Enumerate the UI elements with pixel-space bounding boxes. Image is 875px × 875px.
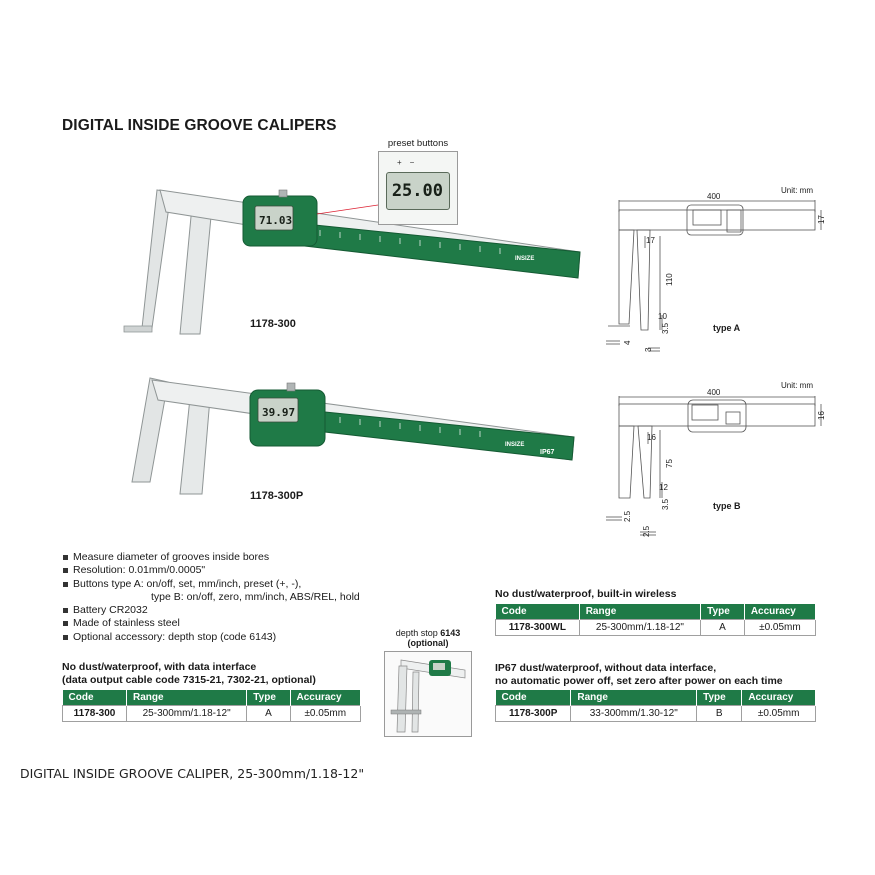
type-a-label: type A bbox=[713, 323, 741, 333]
product-caption: DIGITAL INSIDE GROOVE CALIPER, 25-300mm/1.18-12" bbox=[20, 766, 365, 781]
table-1-heading: No dust/waterproof, with data interface (data output cable code 7315-21, 7302-21, optional) bbox=[62, 661, 316, 686]
page-title: DIGITAL INSIDE GROOVE CALIPERS bbox=[62, 117, 337, 134]
spec-table-1 bbox=[62, 690, 361, 722]
table-row: 1178-300 25-300mm/1.18-12" A ±0.05mm bbox=[63, 706, 361, 722]
unit-label-a: Unit: mm bbox=[781, 186, 813, 195]
svg-text:110: 110 bbox=[665, 273, 674, 286]
svg-text:17: 17 bbox=[646, 236, 655, 245]
table-header-row: Code Range Type Accuracy bbox=[63, 690, 361, 706]
preset-display-closeup bbox=[378, 151, 458, 225]
svg-text:400: 400 bbox=[707, 192, 721, 201]
svg-text:INSIZE: INSIZE bbox=[515, 256, 535, 262]
depth-stop-code: 6143 bbox=[440, 628, 461, 638]
svg-text:INSIZE: INSIZE bbox=[505, 442, 525, 448]
depth-stop-image bbox=[384, 651, 472, 737]
table-3-heading: IP67 dust/waterproof, without data interface, no automatic power off, set zero after power on each time bbox=[495, 662, 783, 687]
top-lcd-readout: 71.03 bbox=[259, 214, 293, 227]
drawing-type-b-dims bbox=[623, 388, 826, 537]
feature-item: Made of stainless steel bbox=[62, 617, 360, 630]
svg-text:12: 12 bbox=[659, 483, 668, 492]
type-b-label: type B bbox=[713, 501, 741, 511]
svg-text:2.5: 2.5 bbox=[623, 510, 632, 522]
preset-buttons-inset bbox=[378, 138, 458, 225]
svg-text:17: 17 bbox=[817, 215, 826, 224]
feature-item: type B: on/off, zero, mm/inch, ABS/REL, hold bbox=[151, 590, 360, 603]
caliper-top-illustration bbox=[124, 190, 580, 334]
drawing-type-b bbox=[606, 396, 821, 535]
svg-text:400: 400 bbox=[707, 388, 721, 397]
depth-stop-note: (optional) bbox=[407, 638, 449, 648]
svg-text:10: 10 bbox=[658, 312, 667, 321]
svg-text:2.5: 2.5 bbox=[642, 525, 651, 537]
feature-item: Resolution: 0.01mm/0.0005" bbox=[62, 564, 360, 577]
feature-item: Battery CR2032 bbox=[62, 604, 360, 617]
caliper-bottom-illustration bbox=[132, 378, 574, 494]
depth-stop-label: depth stop bbox=[395, 628, 438, 638]
table-header-row: Code Range Type Accuracy bbox=[496, 604, 816, 620]
model-label-bottom: 1178-300P bbox=[250, 490, 304, 502]
unit-label-b: Unit: mm bbox=[781, 381, 813, 390]
svg-text:3: 3 bbox=[644, 347, 653, 352]
preset-plus-minus-icon: +− bbox=[397, 158, 423, 167]
svg-text:IP67: IP67 bbox=[540, 449, 555, 456]
preset-buttons-label: preset buttons bbox=[387, 138, 449, 149]
svg-text:3.5: 3.5 bbox=[661, 322, 670, 334]
svg-text:4: 4 bbox=[623, 340, 632, 345]
svg-text:3.5: 3.5 bbox=[661, 498, 670, 510]
table-row: 1178-300P 33-300mm/1.30-12" B ±0.05mm bbox=[496, 706, 816, 722]
svg-text:16: 16 bbox=[817, 411, 826, 420]
table-row: 1178-300WL 25-300mm/1.18-12" A ±0.05mm bbox=[496, 620, 816, 636]
svg-text:16: 16 bbox=[647, 433, 656, 442]
depth-stop-inset bbox=[384, 628, 472, 737]
spec-table-3 bbox=[495, 690, 816, 722]
table-2-heading: No dust/waterproof, built-in wireless bbox=[495, 588, 677, 600]
feature-item: Optional accessory: depth stop (code 6143) bbox=[62, 631, 360, 644]
feature-item: Measure diameter of grooves inside bores bbox=[62, 551, 360, 564]
spec-table-2 bbox=[495, 604, 816, 636]
depth-stop-illustration bbox=[385, 652, 471, 736]
table-header-row: Code Range Type Accuracy bbox=[496, 690, 816, 706]
preset-lcd-readout: 25.00 bbox=[391, 181, 443, 201]
svg-text:75: 75 bbox=[665, 459, 674, 468]
bottom-lcd-readout: 39.97 bbox=[262, 406, 296, 419]
preset-lcd bbox=[386, 172, 450, 210]
model-label-top: 1178-300 bbox=[250, 318, 296, 330]
feature-item: Buttons type A: on/off, set, mm/inch, preset (+, -), bbox=[62, 578, 360, 591]
feature-list bbox=[62, 551, 360, 644]
